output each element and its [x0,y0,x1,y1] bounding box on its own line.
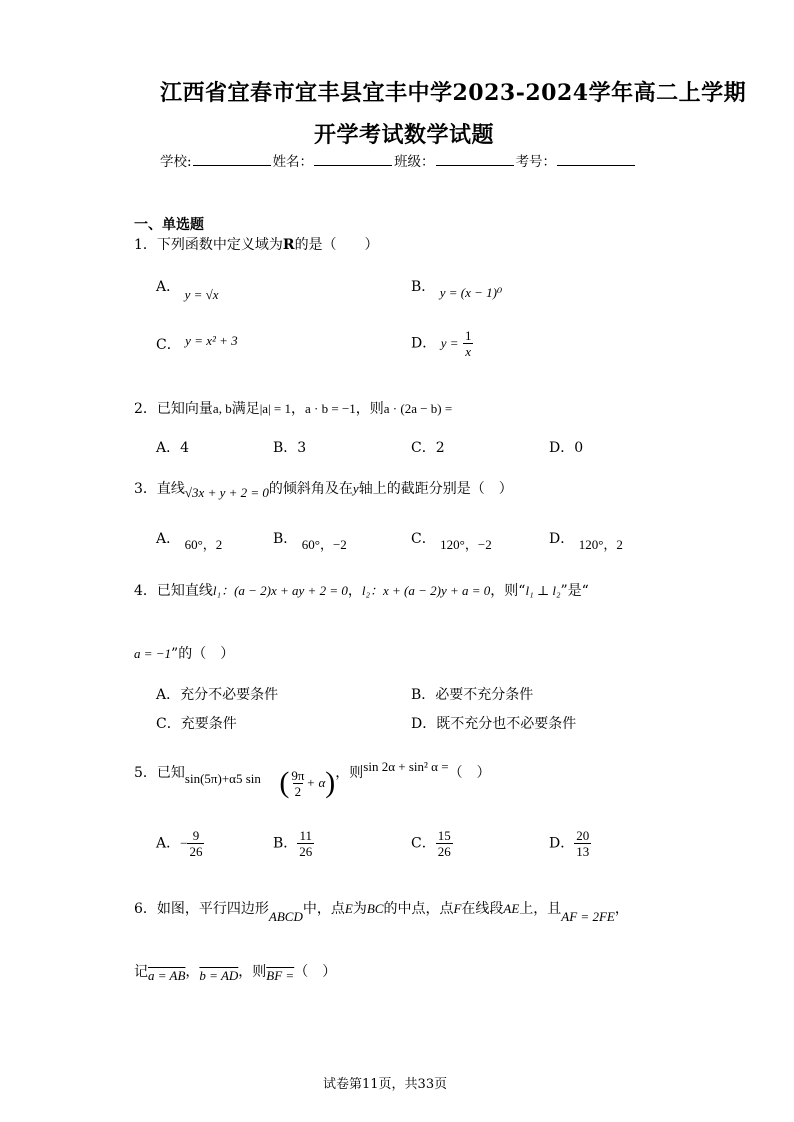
exam-title-line1: 江西省宜春市宜丰县宜丰中学2023-2024学年高二上学期 [160,80,747,106]
q2-option-b[interactable]: B．3 [273,440,307,456]
name-blank[interactable] [314,151,392,166]
q3-option-b[interactable]: B． 60°，−2 [273,531,347,552]
question-4-stem: 4．已知直线l₁：(a − 2)x + ay + 2 = 0，l₂：x + (a − 2)y + a = 0，则“l₁ ⊥ l₂”是“ [134,583,589,599]
question-6-stem-line2: 记a = AB，b = AD，则BF =（ ） [134,964,337,983]
exam-no-blank[interactable] [557,151,635,166]
school-label: 学校: [160,154,192,170]
question-2-stem: 2．已知向量a, b满足|a| = 1，a · b = −1，则a · (2a − b) = [134,401,453,417]
paren-expression: ( $\frac{9\pi}{2}$ + α) [279,766,336,799]
exam-no-label: 考号： [515,154,557,170]
q4-option-c[interactable]: C．充要条件 [156,716,237,732]
q3-option-c[interactable]: C． 120°，−2 [411,531,492,552]
question-1-stem: 1．下列函数中定义域为R的是（ ） [134,237,379,253]
page-footer: 试卷第11页，共33页 [323,1077,448,1092]
q5-option-a[interactable]: A．− $\frac{9}{26}$ [156,828,203,859]
q4-option-a[interactable]: A．充分不必要条件 [156,687,279,703]
q1-option-c[interactable]: C． y = x² + 3 [156,333,238,353]
real-set-symbol: R [282,237,295,253]
student-info-row [160,150,637,170]
q2-option-c[interactable]: C．2 [411,440,445,456]
name-label: 姓名： [272,154,314,170]
q5-option-c[interactable]: C． $\frac{15}{26}$ [411,828,451,859]
q5-option-b[interactable]: B． $\frac{11}{26}$ [273,828,313,859]
question-6-stem: 6．如图，平行四边形ABCD中，点E为BC的中点，点F在线段AE上，且AF = 2FE， [134,901,629,924]
school-blank[interactable] [193,151,271,166]
class-label: 班级： [394,154,435,170]
question-5-stem: 5．已知sin(5π)+α5 sin ( $\frac{9\pi}{2}$ + α)，则sin 2α + sin² α =（ ） [134,759,491,799]
q2-option-d[interactable]: D．0 [549,440,584,456]
exam-title-line2: 开学考试数学试题 [314,122,495,148]
fraction: $\frac{1}{x}$ [464,328,472,359]
q3-option-d[interactable]: D． 120°，2 [549,531,623,552]
class-blank[interactable] [436,151,514,166]
q1-option-a[interactable]: A． y = √x [156,279,219,302]
q1-option-b[interactable]: B． y = (x − 1)⁰ [411,279,503,300]
section-heading: 一、单选题 [134,217,204,233]
q5-option-d[interactable]: D． $\frac{20}{13}$ [549,828,590,859]
q1-option-d[interactable]: D． y = $\frac{1}{x}$ [411,328,472,359]
q4-option-b[interactable]: B．必要不充分条件 [411,687,534,703]
q2-option-a[interactable]: A．4 [156,440,190,456]
q3-option-a[interactable]: A． 60°，2 [156,531,223,552]
question-3-stem: 3．直线√3x + y + 2 = 0的倾斜角及在y轴上的截距分别是（ ） [134,481,513,500]
q4-option-d[interactable]: D．既不充分也不必要条件 [411,716,577,732]
question-4-stem-line2: a = −1”的（ ） [134,646,235,662]
